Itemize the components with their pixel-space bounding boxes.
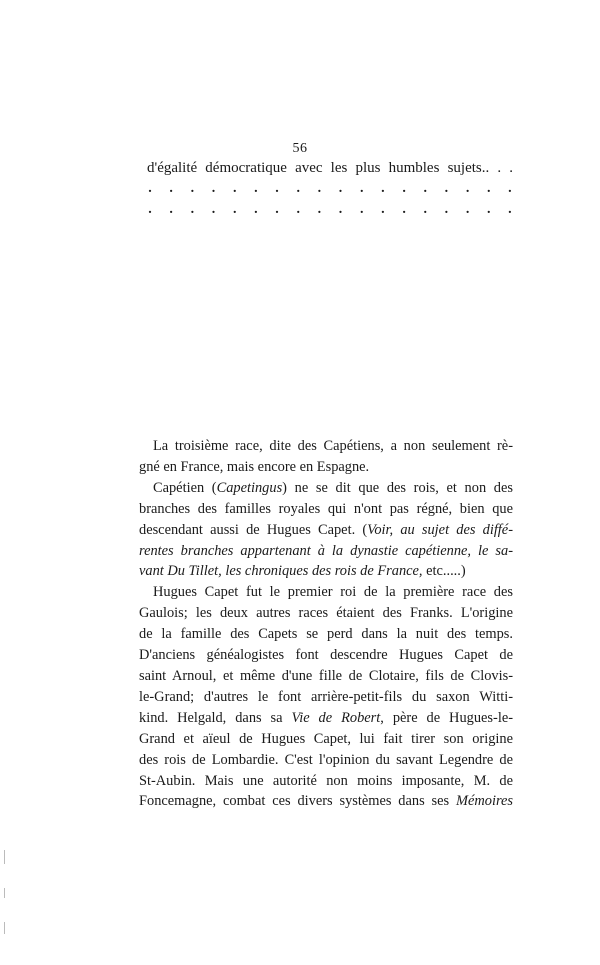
- dot: .: [254, 180, 258, 196]
- dot: .: [423, 201, 427, 217]
- paragraph-1: [139, 436, 513, 478]
- dot: .: [317, 180, 322, 196]
- text-line: des rois de Lombardie. C'est l'opinion du savant Legendre de: [139, 751, 513, 768]
- italic-text: Voir, au sujet des diffé-: [367, 521, 513, 538]
- text-run: , père de Hugues-le-: [380, 709, 513, 726]
- italic-title: Vie de Robert: [291, 709, 381, 726]
- text-line: [139, 791, 513, 812]
- dot: .: [465, 201, 470, 217]
- paragraph-3: [139, 582, 513, 812]
- dot: .: [381, 201, 385, 217]
- text-line: [139, 561, 513, 582]
- dot: .: [232, 180, 237, 196]
- dot: .: [423, 180, 427, 196]
- text-line: D'anciens généalogistes font descendre Hugues Capet de: [139, 647, 513, 664]
- scan-mark: [4, 922, 5, 934]
- dot: .: [190, 180, 195, 196]
- text-run: kind. Helgald, dans sa: [139, 709, 292, 726]
- text-line: La troisième race, dite des Capétiens, a non seulement rè-: [153, 438, 513, 454]
- text-run: Foncemagne, combat ces divers systèmes dans ses: [139, 793, 456, 810]
- text-line: saint Arnoul, et même d'une fille de Clotaire, fils de Clovis-: [139, 667, 513, 684]
- dot: .: [275, 201, 279, 217]
- text-run: descendant aussi de Hugues Capet. (: [139, 521, 368, 538]
- dot: .: [402, 201, 406, 217]
- text-line: Grand et aïeul de Hugues Capet, lui fait tirer son origine: [139, 730, 513, 747]
- italic-text: vant Du Tillet, les chroniques des rois de France,: [139, 563, 423, 580]
- dot: .: [317, 201, 322, 217]
- dot: .: [275, 180, 279, 196]
- text-run: Capétien (: [153, 479, 217, 496]
- dot: .: [508, 201, 512, 217]
- dot: .: [444, 201, 449, 217]
- paragraph-2: [139, 478, 513, 583]
- dot-leader-row-2: [147, 199, 513, 220]
- dot: .: [296, 201, 300, 217]
- text-line: [139, 520, 513, 541]
- text-line: le-Grand; d'autres le font arrière-petit-fils du saxon Witti-: [139, 688, 513, 705]
- ellipsis-dots: . .: [497, 160, 514, 176]
- page-number: 56: [292, 141, 308, 156]
- dot: .: [487, 180, 491, 196]
- text-line: Hugues Capet fut le premier roi de la première race des: [153, 584, 513, 601]
- dot: .: [232, 201, 237, 217]
- italic-text: rentes branches appartenant à la dynastie capétienne, le sa-: [139, 542, 513, 559]
- dot: .: [148, 180, 152, 196]
- text-line: [139, 541, 513, 562]
- dot: .: [465, 180, 470, 196]
- dot: .: [402, 180, 406, 196]
- italic-term: Capetingus: [216, 479, 283, 496]
- text-run: ) ne se dit que des rois, et non des: [282, 479, 513, 496]
- text-run: etc.....): [422, 563, 466, 580]
- dot: .: [169, 201, 173, 217]
- text-line: St-Aubin. Mais une autorité non moins imposante, M. de: [139, 772, 513, 789]
- text-line: gné en France, mais encore en Espagne.: [139, 458, 370, 475]
- text-line: de la famille des Capets se perd dans la nuit des temps.: [139, 626, 513, 643]
- scan-mark: [4, 850, 5, 864]
- dot: .: [169, 180, 173, 196]
- text-line: [139, 708, 513, 729]
- dot: .: [338, 180, 343, 196]
- dot: .: [381, 180, 385, 196]
- main-text: [139, 436, 513, 812]
- dot: .: [190, 201, 195, 217]
- italic-title: Mémoires: [455, 793, 513, 810]
- text-line: [139, 478, 513, 499]
- dot: .: [211, 201, 216, 217]
- continuation-text: d'égalité démocratique avec les plus humbles sujets..: [147, 160, 490, 176]
- dot: .: [254, 201, 258, 217]
- scan-mark: [4, 888, 5, 898]
- dot: .: [444, 180, 449, 196]
- scan-margin-marks: [4, 850, 6, 960]
- dot: .: [296, 180, 300, 196]
- text-line: branches des familles royales qui n'ont pas régné, bien que: [139, 500, 513, 517]
- dot: .: [359, 180, 364, 196]
- dot: .: [148, 201, 152, 217]
- dot: .: [508, 180, 512, 196]
- dot: .: [211, 180, 216, 196]
- dot-leader-row-1: [147, 178, 513, 199]
- continuation-line: [147, 158, 513, 178]
- continuation-block: [147, 158, 513, 220]
- text-line: Gaulois; les deux autres races étaient des Franks. L'origine: [139, 605, 513, 622]
- dot: .: [487, 201, 491, 217]
- dot: .: [359, 201, 364, 217]
- dot: .: [338, 201, 343, 217]
